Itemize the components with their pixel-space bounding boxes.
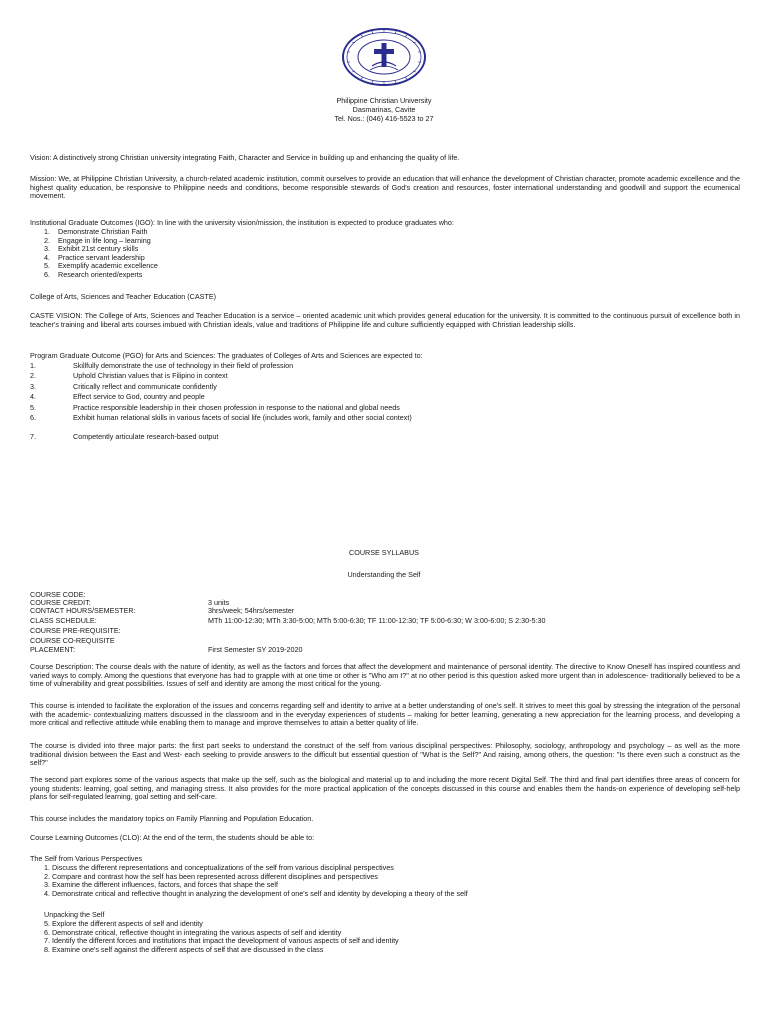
pgo-list	[30, 361, 730, 423]
course-credit-value: 3 units	[208, 598, 230, 607]
placement-label: PLACEMENT:	[30, 645, 76, 654]
university-seal-logo	[342, 28, 426, 86]
list-item: 8. Examine one's self against the different aspects of self that are discussed in the class	[44, 944, 324, 954]
clo-intro: Course Learning Outcomes (CLO): At the end of the term, the students should be able to:	[30, 833, 315, 842]
caste-title: College of Arts, Sciences and Teacher Education (CASTE)	[30, 292, 217, 301]
mission-statement: Mission: We, at Philippine Christian University, a church-related academic institution, commit ourselves to provide an education that will enhance the development of Christian character, promote academic excellence and the highest quality education, be responsive to Philippine needs and conditions, become responsible stewards of God's creation and resources, foster international understanding and goodwill and support the ecumenical movement.	[30, 174, 740, 201]
university-location: Dasmarinas, Cavite	[352, 105, 416, 114]
course-code-label: COURSE CODE:	[30, 590, 86, 599]
list-item: 2. Compare and contrast how the self has been represented across different disciplines and perspectives	[44, 871, 378, 881]
prereq-label: COURSE PRE-REQUISITE:	[30, 626, 121, 635]
list-item: 4. Effect service to God, country and people	[30, 392, 205, 402]
vision-statement: Vision: A distinctively strong Christian university integrating Faith, Character and Service in building up and enhancing the quality of life.	[30, 153, 460, 162]
clo-part1-title: The Self from Various Perspectives	[30, 854, 143, 863]
clo-part1-list	[44, 864, 468, 898]
list-item: 1. Skillfully demonstrate the use of technology in their field of profession	[30, 361, 294, 370]
clo-part2-title: Unpacking the Self	[44, 910, 105, 919]
list-item: 5. Exemplify academic excellence	[44, 261, 158, 271]
list-item: 4. Practice servant leadership	[44, 252, 145, 262]
igo-list	[44, 228, 158, 280]
list-item: 3. Exhibit 21st century skills	[44, 244, 139, 254]
list-item: 4. Demonstrate critical and reflective thought in analyzing the development of one's self and identity by developing a theory of the self	[44, 888, 468, 898]
caste-vision: CASTE VISION: The College of Arts, Sciences and Teacher Education is a service – oriented academic unit which provides general education for the university. It is committed to the continuous pursuit of excellence both in teacher's training and liberal arts courses imbued with Christian ideals, value and traditions of Philippine life and culture sufficiently equipped with Christian leadership skills.	[30, 311, 740, 329]
class-schedule-value: MTh 11:00-12:30; MTh 3:30-5:00; MTh 5:00-6:30; TF 11:00-12:30; TF 5:00-6:30; W 3:00-6:00; S 2:30-5:30	[208, 616, 546, 625]
pgo-intro: Program Graduate Outcome (PGO) for Arts and Sciences: The graduates of Colleges of Arts and Sciences are expected to:	[30, 351, 423, 360]
mandatory-topics: This course includes the mandatory topics on Family Planning and Population Education.	[30, 814, 314, 823]
list-item: 3. Critically reflect and communicate confidently	[30, 381, 217, 391]
contact-hours-label: CONTACT HOURS/SEMESTER:	[30, 606, 136, 615]
igo-intro: Institutional Graduate Outcomes (IGO): In line with the university vision/mission, the institution is expected to produce graduates who:	[30, 218, 454, 227]
clo-part2-list	[44, 920, 399, 954]
course-credit-label: COURSE CREDIT:	[30, 598, 91, 607]
list-item: 6. Exhibit human relational skills in various facets of social life (includes work, family and other social context)	[30, 413, 412, 423]
list-item: 6. Demonstrate critical, reflective thought in integrating the various aspects of self and identity	[44, 927, 342, 937]
class-schedule-label: CLASS SCHEDULE:	[30, 616, 97, 625]
list-item: 2. Uphold Christian values that is Filipino in context	[30, 371, 228, 381]
contact-hours-value: 3hrs/week; 54hrs/semester	[208, 606, 295, 615]
list-item: 3. Examine the different influences, factors, and forces that shape the self	[44, 880, 278, 890]
university-header	[200, 96, 568, 123]
course-divided: The course is divided into three major parts: the first part seeks to understand the construct of the self from various disciplinal perspectives: Philosophy, sociology, anthropology and psychology – as well as the more traditional division between the East and West- each seeking to provide answers to the difficult but essential question of "What is the Self?" And raising, among others, the question: "Is there even such a construct as the self?"	[30, 741, 740, 768]
coreq-label: COURSE CO-REQUISITE	[30, 636, 115, 645]
placement-value: First Semester SY 2019-2020	[208, 645, 303, 654]
course-name: Understanding the Self	[347, 570, 421, 579]
course-description: Course Description: The course deals with the nature of identity, as well as the factors and forces that affect the development and maintenance of personal identity. The directive to Know Oneself has inspired countless and varied ways to comply. Among the questions that everyone has had to grapple with at one time or other is "Who am I?" at no other period is this question asked more urgent than in adolescence- traditionally believed to be a time of vulnerability and great possibilities. Issues of self and identity are among the most critical for the young.	[30, 662, 740, 689]
university-name: Philippine Christian University	[336, 96, 432, 105]
list-item: 5. Practice responsible leadership in their chosen profession in response to the national and global needs	[30, 402, 400, 412]
course-second-part: The second part explores some of the various aspects that make up the self, such as the biological and material up to and including the more recent Digital Self. The third and final part identifies three areas of concern for young students: learning, goal setting, and managing stress. It also provides for the more practical application of the concepts discussed in this course and enables them the hands-on experience of developing self-help plans for self-regulated learning, goal setting and self-care.	[30, 775, 740, 802]
course-intended: This course is intended to facilitate the exploration of the issues and concerns regarding self and identity to arrive at a better understanding of one's self. It strives to meet this goal by stressing the integration of the personal with the academic- contextualizing matters discussed in the classroom and in the everyday experiences of students – making for better learning, generating a new appreciation for the learning process, and developing a more critical and reflective attitude while enabling them to manage and improve themselves to attain a better quality of life.	[30, 701, 740, 728]
list-item: 1. Demonstrate Christian Faith	[44, 227, 148, 236]
syllabus-title: COURSE SYLLABUS	[349, 548, 419, 557]
university-tel: Tel. Nos.: (046) 416-5523 to 27	[334, 114, 434, 123]
list-item: 2. Engage in life long – learning	[44, 235, 151, 245]
list-item: 6. Research oriented/experts	[44, 269, 143, 279]
list-item: 5. Explore the different aspects of self and identity	[44, 919, 203, 928]
list-item: 7. Competently articulate research-based output	[30, 432, 219, 441]
list-item: 7. Identify the different forces and institutions that impact the development of various aspects of self and identity	[44, 936, 399, 946]
list-item: 1. Discuss the different representations and conceptualizations of the self from various disciplinal perspectives	[44, 863, 394, 872]
